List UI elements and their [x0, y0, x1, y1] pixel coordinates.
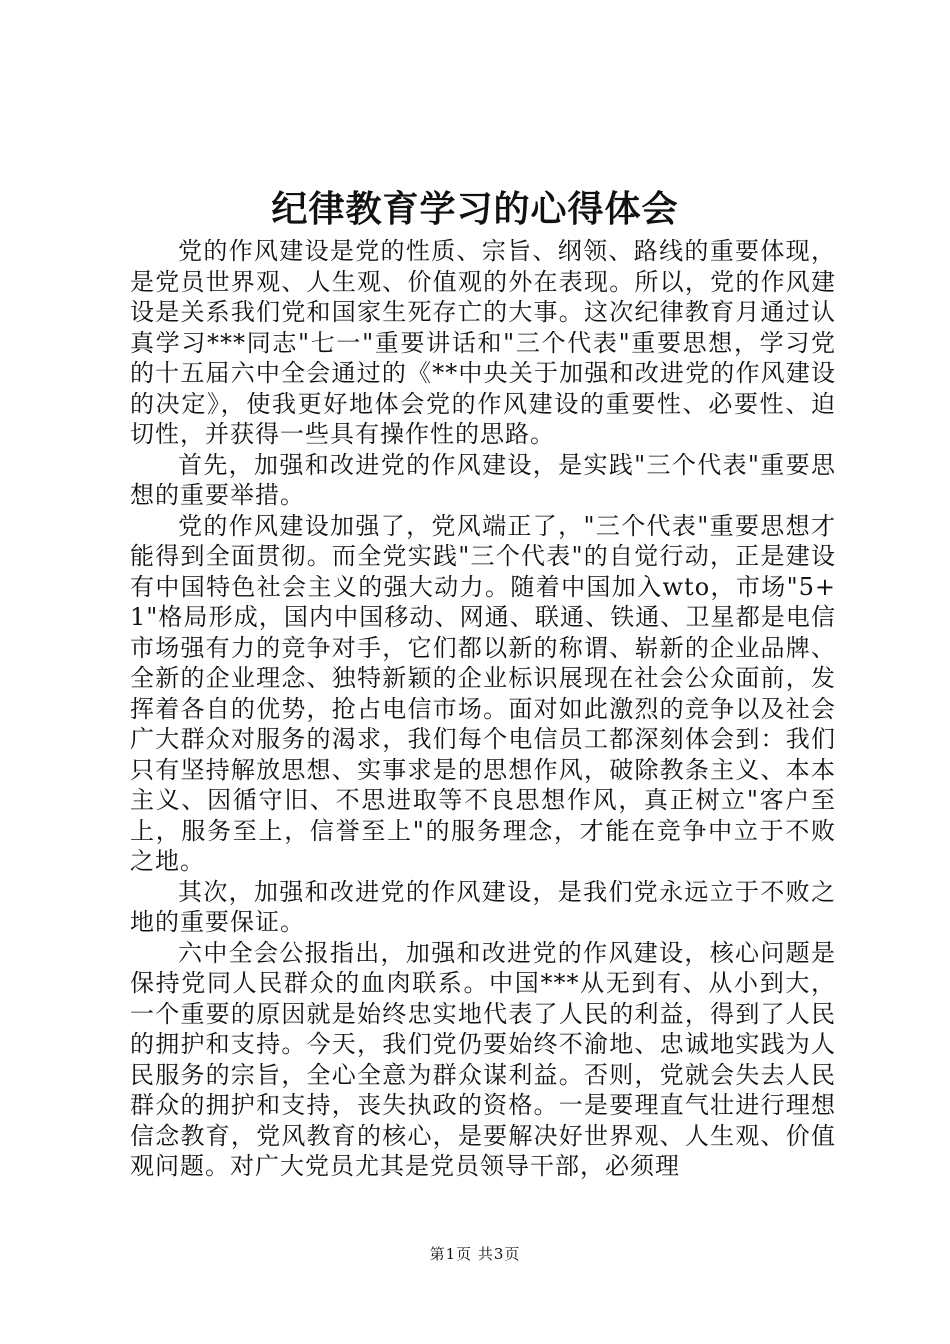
- paragraph-5: 六中全会公报指出，加强和改进党的作风建设，核心问题是保持党同人民群众的血肉联系。中国***从无到有、从小到大，一个重要的原因就是始终忠实地代表了人民的利益，得到了人民的拥护和支持。今天，我们党仍要始终不渝地、忠诚地实践为人民服务的宗旨，全心全意为群众谋利益。否则，党就会失去人民群众的拥护和支持，丧失执政的资格。一是要理直气壮进行理想信念教育，党风教育的核心，是要解决好世界观、人生观、价值观问题。对广大党员尤其是党员领导干部，必须理: [130, 938, 836, 1180]
- paragraph-4: 其次，加强和改进党的作风建设，是我们党永远立于不败之地的重要保证。: [130, 877, 836, 936]
- paragraph-1: 党的作风建设是党的性质、宗旨、纲领、路线的重要体现，是党员世界观、人生观、价值观的外在表现。所以，党的作风建设是关系我们党和国家生死存亡的大事。这次纪律教育月通过认真学习***同志"七一"重要讲话和"三个代表"重要思想，学习党的十五届六中全会通过的《**中央关于加强和改进党的作风建设的决定》，使我更好地体会党的作风建设的重要性、必要性、迫切性，并获得一些具有操作性的思路。: [130, 237, 836, 448]
- paragraph-2: 首先，加强和改进党的作风建设，是实践"三个代表"重要思想的重要举措。: [130, 450, 836, 509]
- document-body: [130, 236, 836, 1182]
- paragraph-3: 党的作风建设加强了，党风端正了，"三个代表"重要思想才能得到全面贯彻。而全党实践"三个代表"的自觉行动，正是建设有中国特色社会主义的强大动力。随着中国加入wto，市场"5+1"格局形成，国内中国移动、网通、联通、铁通、卫星都是电信市场强有力的竞争对手，它们都以新的称谓、崭新的企业品牌、全新的企业理念、独特新颖的企业标识展现在社会公众面前，发挥着各自的优势，抢占电信市场。面对如此激烈的竞争以及社会广大群众对服务的渴求，我们每个电信员工都深刻体会到：我们只有坚持解放思想、实事求是的思想作风，破除教条主义、本本主义、因循守旧、不思进取等不良思想作风，真正树立"客户至上，服务至上，信誉至上"的服务理念，才能在竞争中立于不败之地。: [130, 511, 836, 875]
- document-title: 纪律教育学习的心得体会: [271, 188, 679, 230]
- page-number-footer: 第1页 共3页: [429, 1245, 521, 1263]
